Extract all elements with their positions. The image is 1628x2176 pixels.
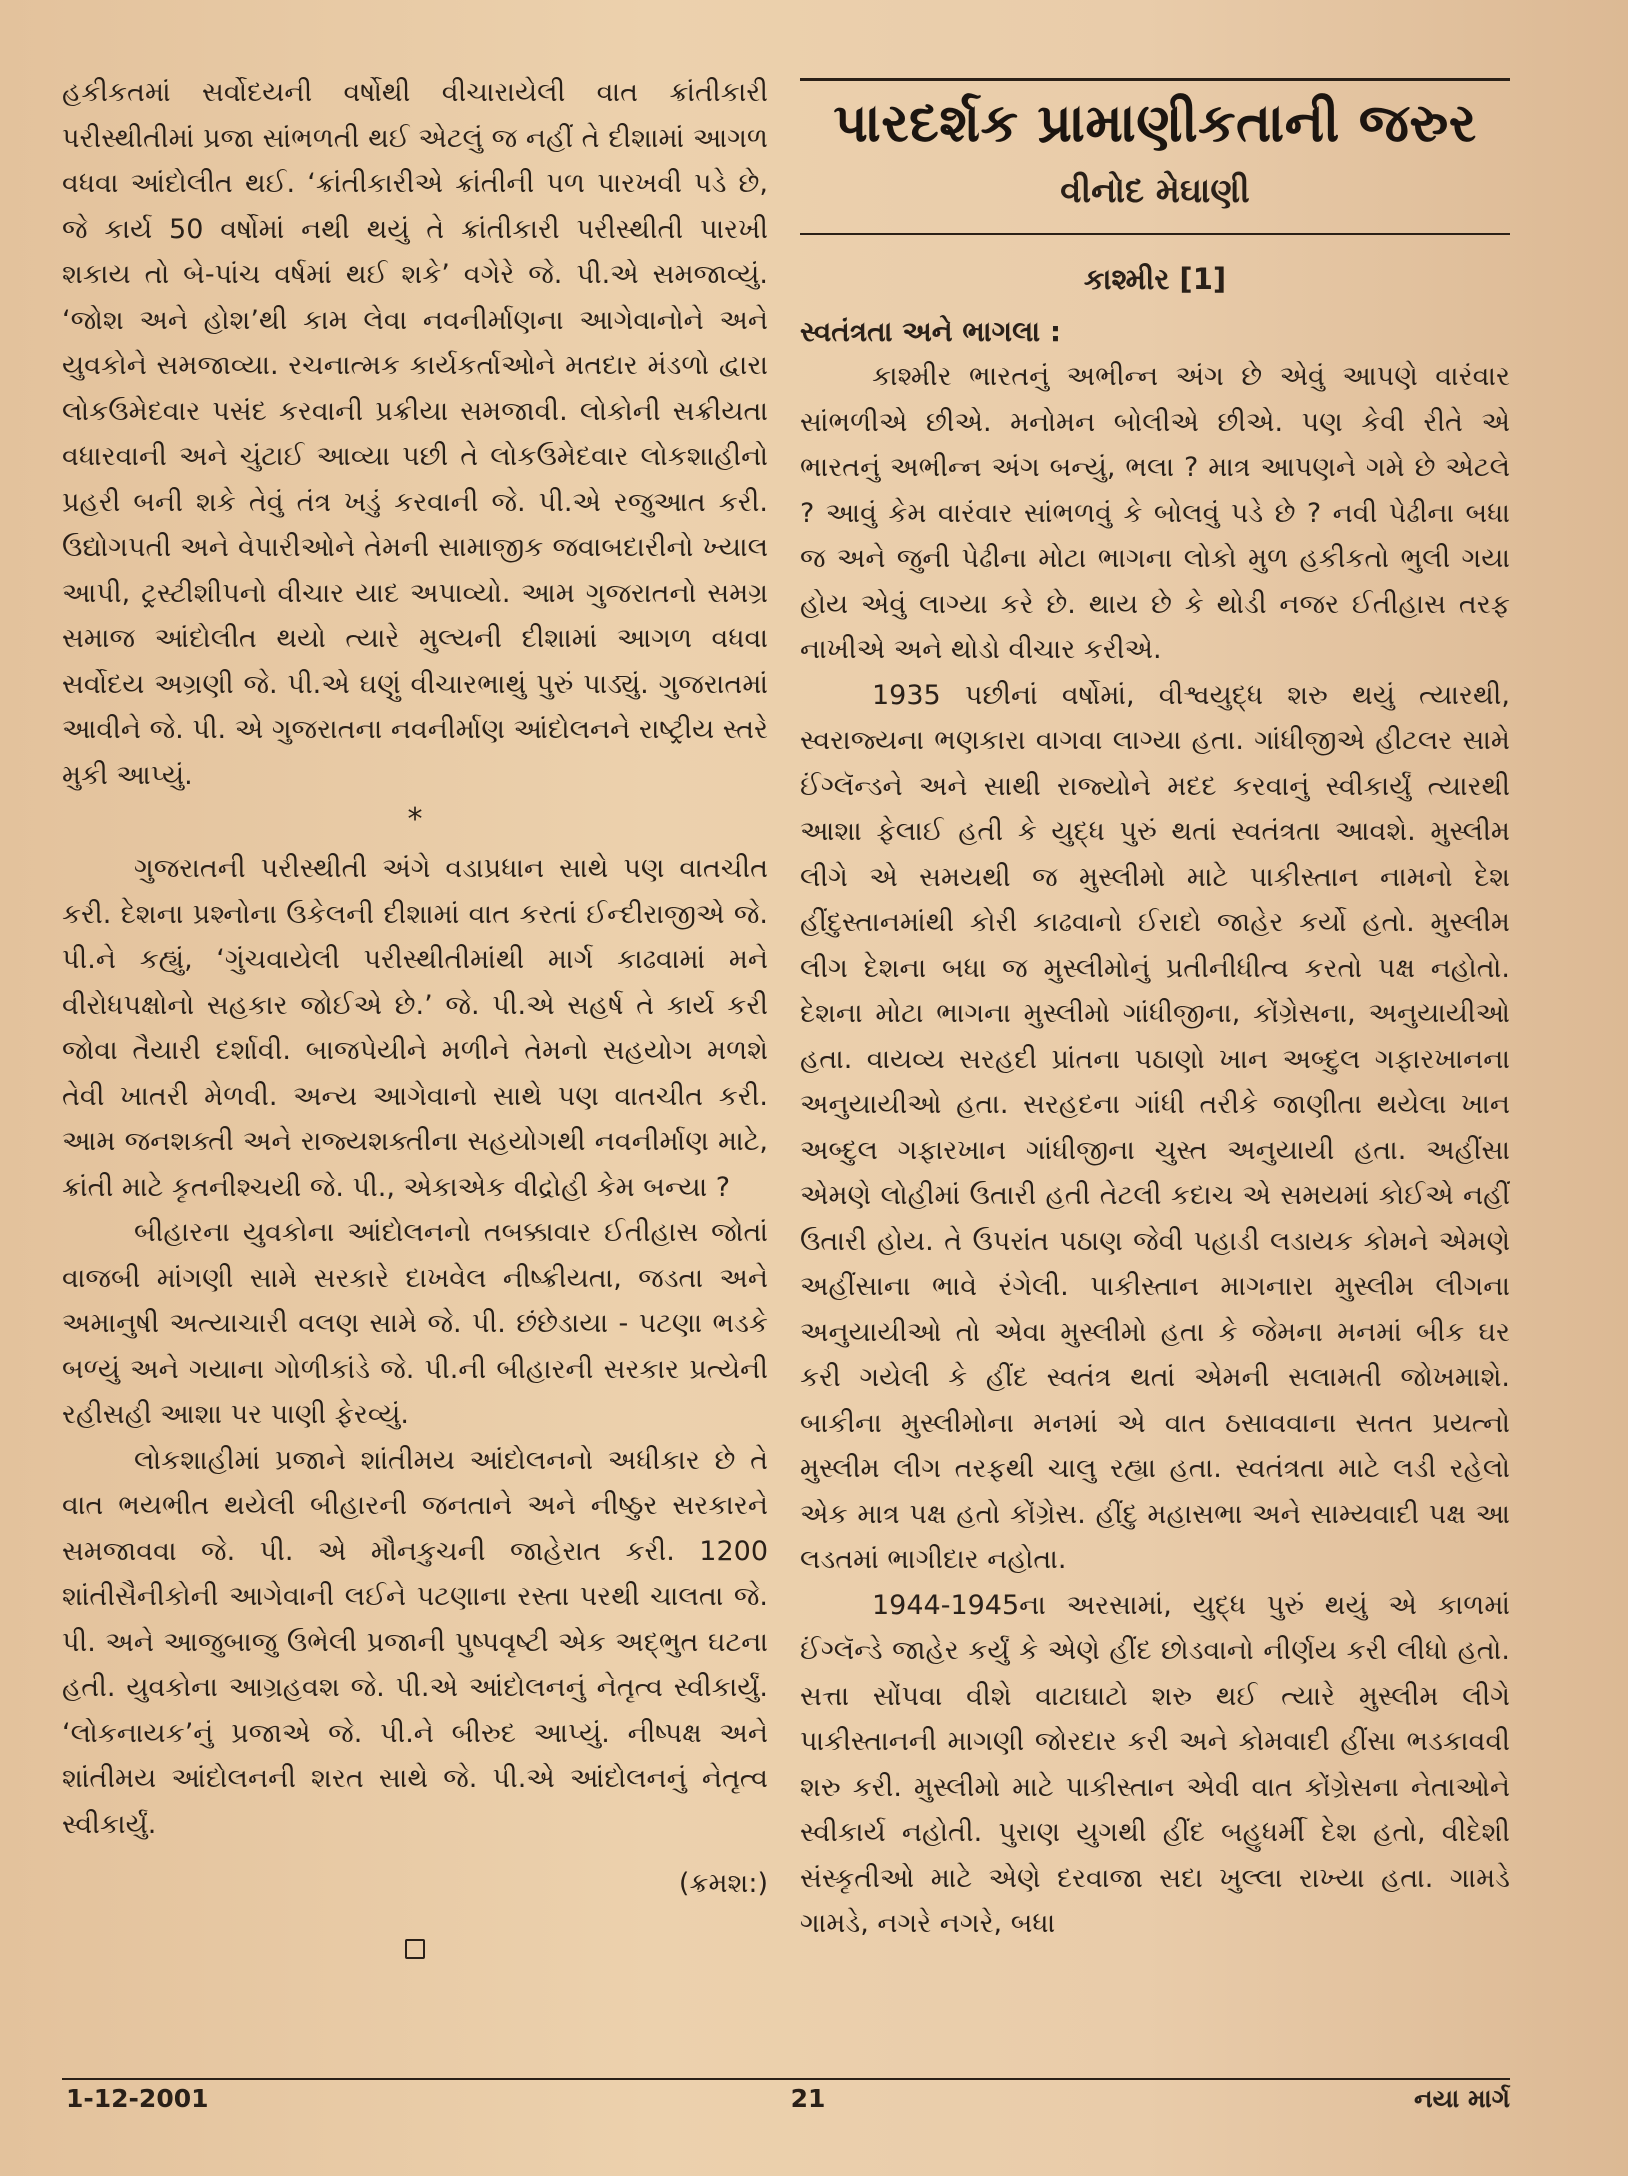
- article-author: વીનોદ મેઘાણી: [1060, 171, 1250, 211]
- right-paragraph-3: 1944-1945ના અરસામાં, યુદ્ધ પુરું થયું એ કાળમાં ઈંગ્લૅન્ડે જાહેર કર્યું કે એણે હીંદ છોડવાનો નીર્ણય કરી લીધો હતો. સત્તા સોંપવા વીશે વાટાઘાટો શરુ થઈ ત્યારે મુસ્લીમ લીગે પાકીસ્તાનની માગણી જોરદાર કરી અને કોમવાદી હીંસા ભડકાવવી શરુ કરી. મુસ્લીમો માટે પાકીસ્તાન એવી વાત કોંગ્રેસના નેતાઓને સ્વીકાર્ય નહોતી. પુરાણ યુગથી હીંદ બહુધર્મી દેશ હતો, વીદેશી સંસ્કૃતીઓ માટે એણે દરવાજા સદા ખુલ્લા રાખ્યા હતા. ગામડે ગામડે, નગરે નગરે, બધા: [800, 1589, 1510, 1939]
- subheading: સ્વતંત્રતા અને ભાગલા :: [800, 314, 1062, 348]
- right-column: [800, 78, 1510, 2068]
- page-number: 21: [790, 2084, 826, 2113]
- article-title: પારદર્શક પ્રામાણીકતાની જરુર: [833, 93, 1477, 154]
- title-top-rule: [800, 78, 1510, 81]
- left-paragraph-1: હકીકતમાં સર્વોદયની વર્ષોથી વીચારાયેલી વાત ક્રાંતીકારી પરીસ્થીતીમાં પ્રજા સાંભળતી થઈ એટલું જ નહીં તે દીશામાં આગળ વધવા આંદોલીત થઈ. ‘ક્રાંતીકારીએ ક્રાંતીની પળ પારખવી પડે છે, જે કાર્ય 50 વર્ષોમાં નથી થયું તે ક્રાંતીકારી પરીસ્થીતી પારખી શકાય તો બે-પાંચ વર્ષમાં થઈ શકે’ વગેરે જે. પી.એ સમજાવ્યું. ‘જોશ અને હોશ’થી કામ લેવા નવનીર્માણના આગેવાનોને અને યુવકોને સમજાવ્યા. રચનાત્મક કાર્યકર્તાઓને મતદાર મંડળો દ્વારા લોકઉમેદવાર પસંદ કરવાની પ્રક્રીયા સમજાવી. લોકોની સક્રીયતા વધારવાની અને ચુંટાઈ આવ્યા પછી તે લોકઉમેદવાર લોકશાહીનો પ્રહરી બની શકે તેવું તંત્ર ખડું કરવાની જે. પી.એ રજુઆત કરી. ઉદ્યોગપતી અને વેપારીઓને તેમની સામાજીક જવાબદારીનો ખ્યાલ આપી, ટ્રસ્ટીશીપનો વીચાર યાદ અપાવ્યો. આમ ગુજરાતનો સમગ્ર સમાજ આંદોલીત થયો ત્યારે મુલ્યની દીશામાં આગળ વધવા સર્વોદય અગ્રણી જે. પી.એ ઘણું વીચારભાથું પુરું પાડ્યું. ગુજરાતમાં આવીને જે. પી. એ ગુજરાતના નવનીર્માણ આંદોલનને રાષ્ટ્રીય સ્તરે મુકી આપ્યું.: [62, 77, 768, 791]
- title-bottom-rule: [800, 233, 1510, 235]
- footer-rule: [62, 2078, 1510, 2080]
- right-paragraph-2: 1935 પછીનાં વર્ષોમાં, વીશ્વયુદ્ધ શરુ થયું ત્યારથી, સ્વરાજ્યના ભણકારા વાગવા લાગ્યા હતા. ગાંધીજીએ હીટલર સામે ઈંગ્લૅન્ડને અને સાથી રાજ્યોને મદદ કરવાનું સ્વીકાર્યું ત્યારથી આશા ફેલાઈ હતી કે યુદ્ધ પુરું થતાં સ્વતંત્રતા આવશે. મુસ્લીમ લીગે એ સમયથી જ મુસ્લીમો માટે પાકીસ્તાન નામનો દેશ હીંદુસ્તાનમાંથી કોરી કાઢવાનો ઈરાદો જાહેર કર્યો હતો. મુસ્લીમ લીગ દેશના બધા જ મુસ્લીમોનું પ્રતીનીધીત્વ કરતો પક્ષ નહોતો. દેશના મોટા ભાગના મુસ્લીમો ગાંધીજીના, કોંગ્રેસના, અનુયાયીઓ હતા. વાયવ્ય સરહદી પ્રાંતના પઠાણો ખાન અબ્દુલ ગફારખાનના અનુયાયીઓ હતા. સરહદના ગાંધી તરીકે જાણીતા થયેલા ખાન અબ્દુલ ગફારખાન ગાંધીજીના ચુસ્ત અનુયાયી હતા. અહીંસા એમણે લોહીમાં ઉતારી હતી તેટલી કદાચ એ સમયમાં કોઈએ નહીં ઉતારી હોય. તે ઉપરાંત પઠાણ જેવી પહાડી લડાયક કોમને એમણે અહીંસાના ભાવે રંગેલી. પાકીસ્તાન માગનારા મુસ્લીમ લીગના અનુયાયીઓ તો એવા મુસ્લીમો હતા કે જેમના મનમાં બીક ઘર કરી ગયેલી કે હીંદ સ્વતંત્ર થતાં એમની સલામતી જોખમાશે. બાકીના મુસ્લીમોના મનમાં એ વાત ઠસાવવાના સતત પ્રયત્નો મુસ્લીમ લીગ તરફથી ચાલુ રહ્યા હતા. સ્વતંત્રતા માટે લડી રહેલો એક માત્ર પક્ષ હતો કોંગ્રેસ. હીંદુ મહાસભા અને સામ્યવાદી પક્ષ આ લડતમાં ભાગીદાર નહોતા.: [800, 679, 1510, 1575]
- continued-marker: (ક્રમશ:): [678, 1868, 768, 1899]
- left-column: [62, 70, 768, 2060]
- section-heading: કાશ્મીર [1]: [1083, 262, 1227, 296]
- left-paragraph-4: લોકશાહીમાં પ્રજાને શાંતીમય આંદોલનનો અધીકાર છે તે વાત ભયભીત થયેલી બીહારની જનતાને અને નીષ્ઠુર સરકારને સમજાવવા જે. પી. એ મૌનકુચની જાહેરાત કરી. 1200 શાંતીસૈનીકોની આગેવાની લઈને પટણાના રસ્તા પરથી ચાલતા જે. પી. અને આજુબાજુ ઉભેલી પ્રજાની પુષ્પવૃષ્ટી એક અદ્ભુત ઘટના હતી. યુવકોના આગ્રહવશ જે. પી.એ આંદોલનનું નેતૃત્વ સ્વીકાર્યું. ‘લોકનાયક’નું પ્રજાએ જે. પી.ને બીરુદ આપ્યું. નીષ્પક્ષ અને શાંતીમય આંદોલનની શરત સાથે જે. પી.એ આંદોલનનું નેતૃત્વ સ્વીકાર્યું.: [62, 1444, 768, 1840]
- publication-name: નયા માર્ગ: [1414, 2084, 1510, 2113]
- footer-date: 1-12-2001: [66, 2084, 209, 2113]
- left-paragraph-3: બીહારના યુવકોના આંદોલનનો તબક્કાવાર ઈતીહાસ જોતાં વાજબી માંગણી સામે સરકારે દાખવેલ નીષ્ક્રીયતા, જડતા અને અમાનુષી અત્યાચારી વલણ સામે જે. પી. છંછેડાયા - પટણા ભડકે બળ્યું અને ગયાના ગોળીકાંડે જે. પી.ની બીહારની સરકાર પ્રત્યેની રહીસહી આશા પર પાણી ફેરવ્યું.: [62, 1217, 768, 1430]
- end-square-icon: [405, 1939, 425, 1959]
- left-paragraph-2: ગુજરાતની પરીસ્થીતી અંગે વડાપ્રધાન સાથે પણ વાતચીત કરી. દેશના પ્રશ્નોના ઉકેલની દીશામાં વાત કરતાં ઈન્દીરાજીએ જે. પી.ને કહ્યું, ‘ગુંચવાયેલી પરીસ્થીતીમાંથી માર્ગ કાઢવામાં મને વીરોધપક્ષોનો સહકાર જોઈએ છે.’ જે. પી.એ સહર્ષ તે કાર્ય કરી જોવા તૈયારી દર્શાવી. બાજપેયીને મળીને તેમનો સહયોગ મળશે તેવી ખાતરી મેળવી. અન્ય આગેવાનો સાથે પણ વાતચીત કરી. આમ જનશક્તી અને રાજ્યશક્તીના સહયોગથી નવનીર્માણ માટે, ક્રાંતી માટે કૃતનીશ્ચયી જે. પી., એકાએક વીદ્રોહી કેમ બન્યા ?: [62, 853, 768, 1203]
- right-paragraph-1: કાશ્મીર ભારતનું અભીન્ન અંગ છે એવું આપણે વારંવાર સાંભળીએ છીએ. મનોમન બોલીએ છીએ. પણ કેવી રીતે એ ભારતનું અભીન્ન અંગ બન્યું, ભલા ? માત્ર આપણને ગમે છે એટલે ? આવું કેમ વારંવાર સાંભળવું કે બોલવું પડે છે ? નવી પેઢીના બધા જ અને જુની પેઢીના મોટા ભાગના લોકો મુળ હકીકતો ભુલી ગયા હોય એવું લાગ્યા કરે છે. થાય છે કે થોડી નજર ઈતીહાસ તરફ નાખીએ અને થોડો વીચાર કરીએ.: [800, 361, 1510, 665]
- section-separator: *: [407, 802, 423, 837]
